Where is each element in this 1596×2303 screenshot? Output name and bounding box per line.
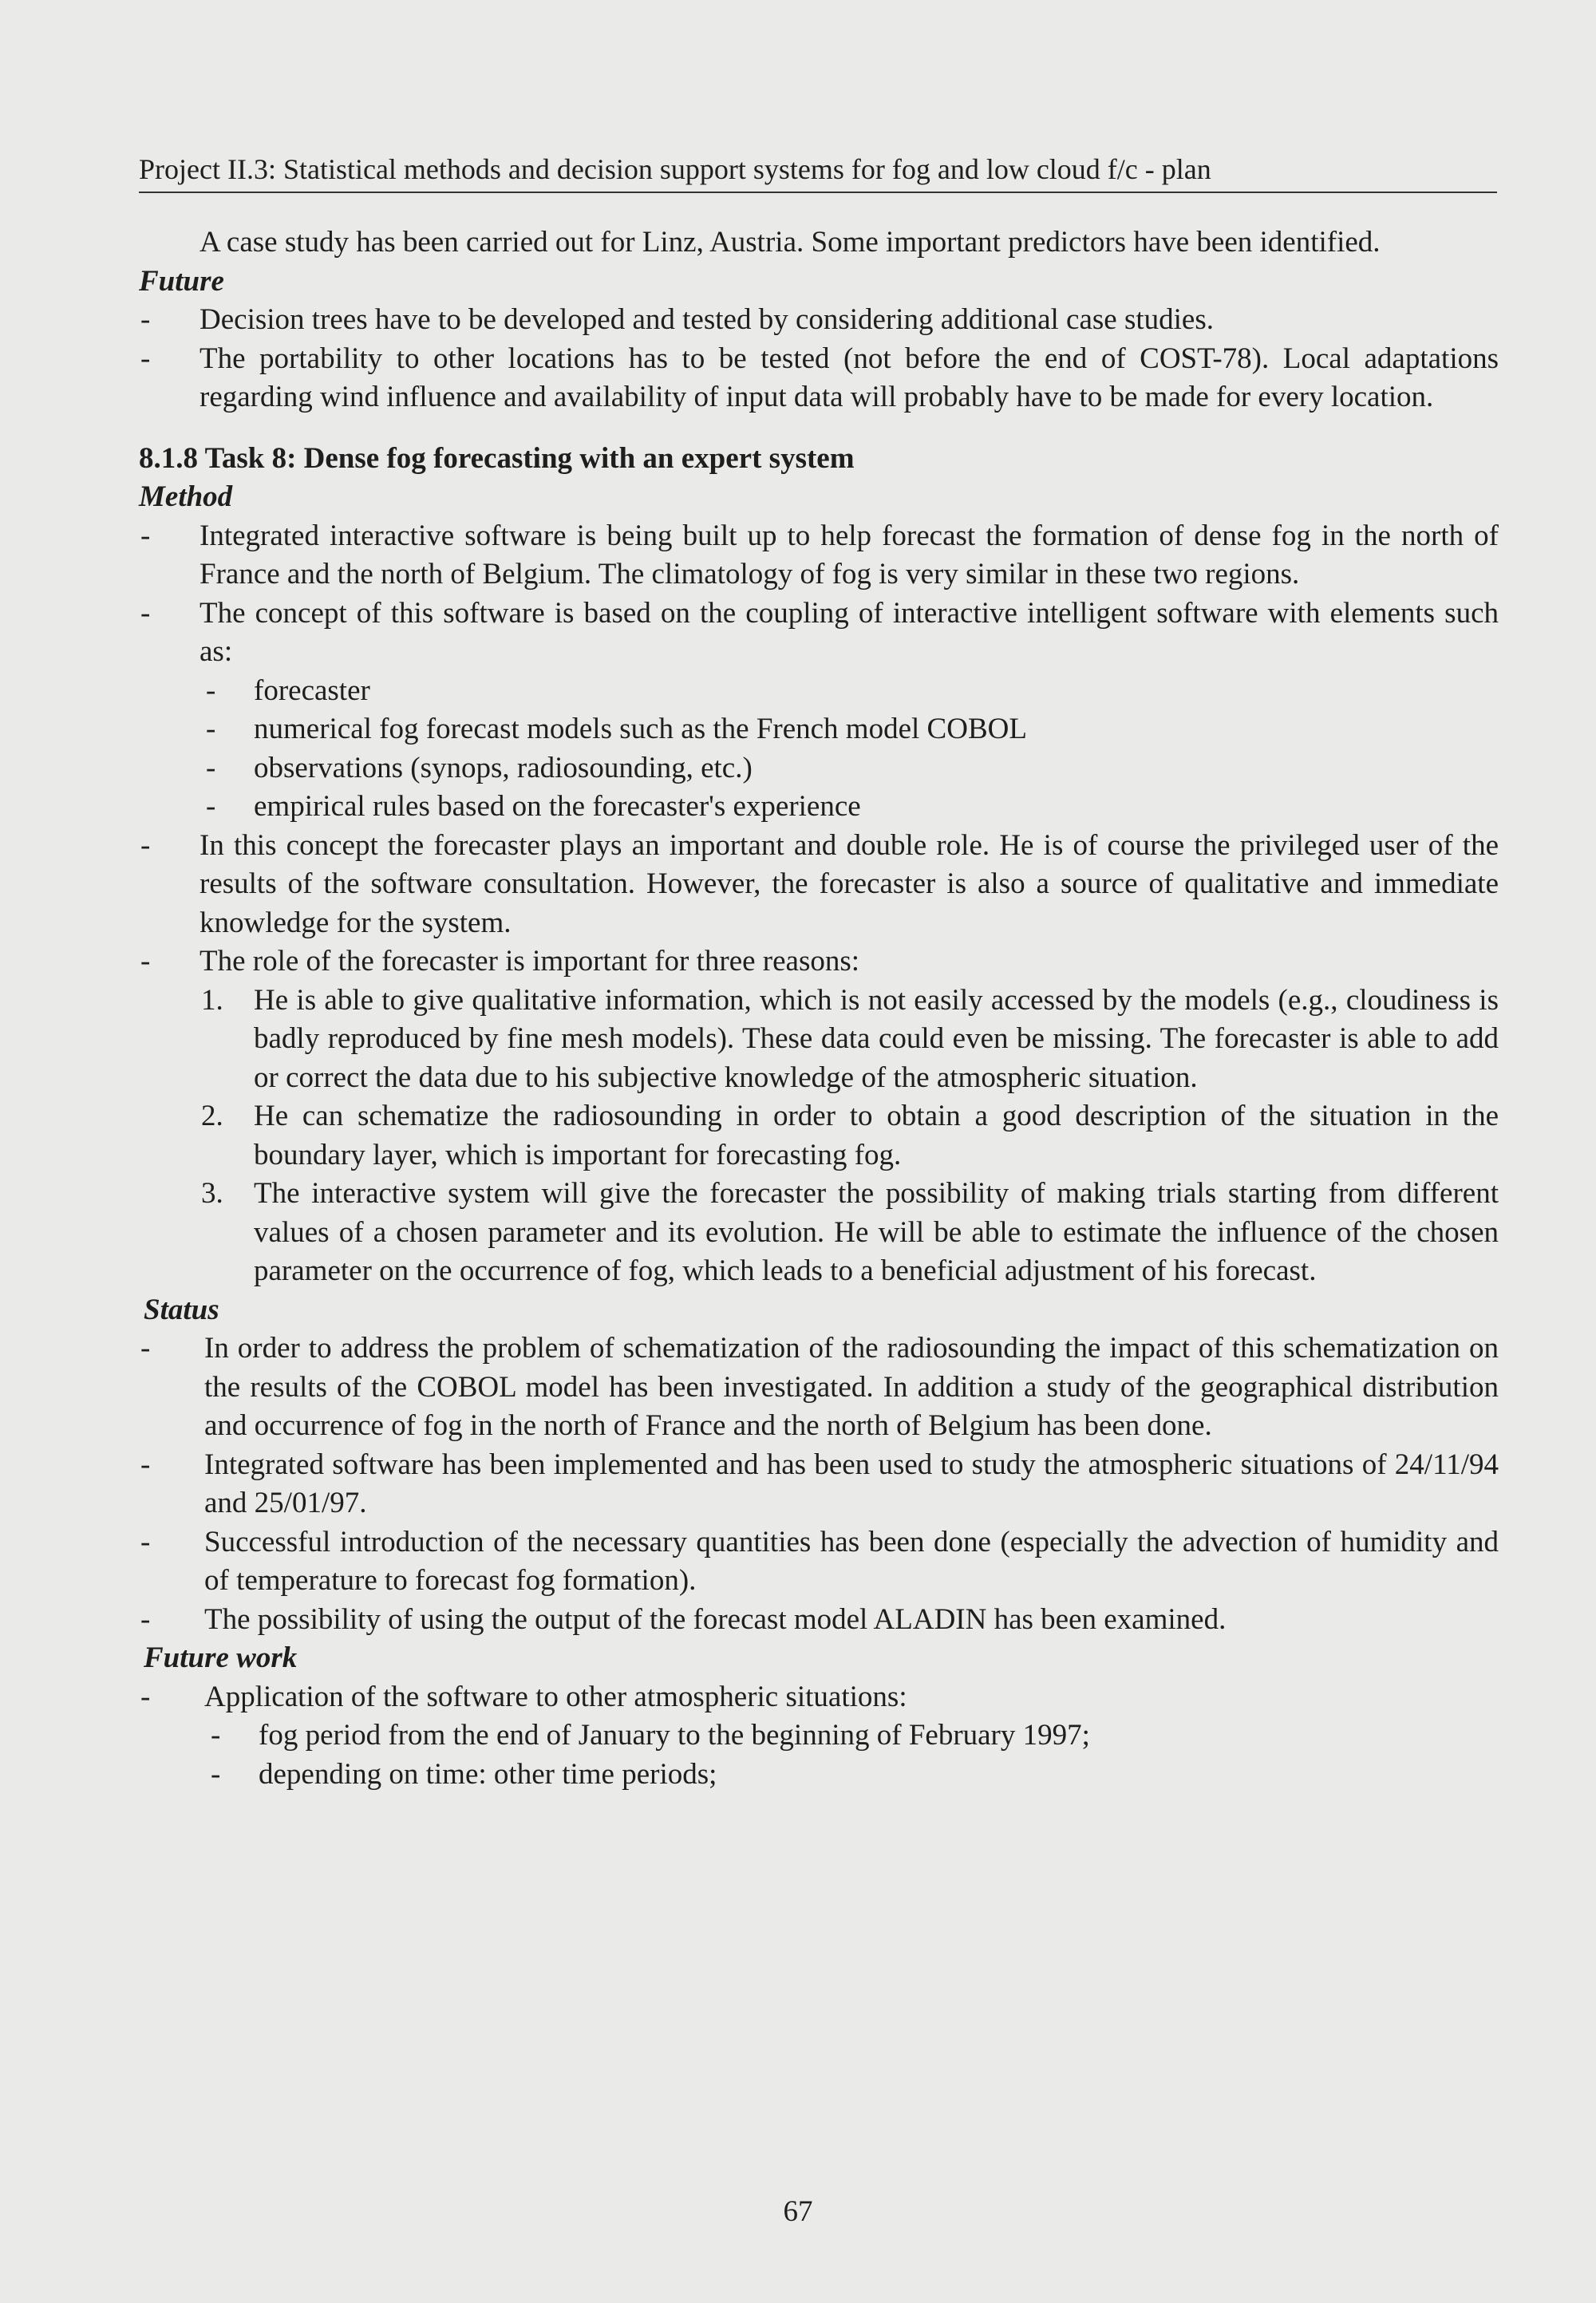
status-list bbox=[139, 1329, 1499, 1639]
page-number: 67 bbox=[783, 2195, 813, 2228]
intro-paragraph: A case study has been carried out for Linz, Austria. Some important predictors have been identified. bbox=[200, 226, 1381, 259]
method-list-continued bbox=[139, 827, 1499, 982]
future-list bbox=[139, 301, 1499, 417]
list-item: - Successful introduction of the necessary quantities has been done (especially the advection of humidity and of temperature to forecast fog formation). bbox=[139, 1523, 1499, 1601]
list-item: - In this concept the forecaster plays an important and double role. He is of course the privileged user of the results of the software consultation. However, the forecaster is also a source of qualitative and immediate knowledge for the system. bbox=[139, 827, 1499, 943]
list-item: - Application of the software to other atmospheric situations: bbox=[139, 1678, 1499, 1717]
sub-list-item: - observations (synops, radiosounding, etc.) bbox=[139, 749, 1499, 788]
sub-list-item: - fog period from the end of January to the beginning of February 1997; bbox=[139, 1716, 1499, 1756]
list-item: - In order to address the problem of schematization of the radiosounding the impact of this schematization on the results of the COBOL model has been investigated. In addition a study of the geographical distribution and occurrence of fog in the north of France and the north of Belgium has been done. bbox=[139, 1329, 1499, 1446]
numbered-item bbox=[139, 1097, 1499, 1175]
list-item: - The portability to other locations has to be tested (not before the end of COST-78). Local adaptations regarding wind influence and availability of input data will probably have to be made for every location. bbox=[139, 340, 1499, 417]
task-title: 8.1.8 Task 8: Dense fog forecasting with an expert system bbox=[139, 441, 855, 475]
item-number: 2. bbox=[201, 1100, 223, 1132]
list-item: - The possibility of using the output of the forecast model ALADIN has been examined. bbox=[139, 1601, 1499, 1640]
running-header: Project II.3: Statistical methods and decision support systems for fog and low cloud f/c - plan bbox=[139, 152, 1497, 193]
list-item: - The role of the forecaster is important for three reasons: bbox=[139, 942, 1499, 982]
future-heading: Future bbox=[139, 264, 224, 298]
method-list bbox=[139, 517, 1499, 672]
list-item: - Decision trees have to be developed and tested by considering additional case studies. bbox=[139, 301, 1499, 340]
list-item: - Integrated software has been implemented and has been used to study the atmospheric situations of 24/11/94 and 25/01/97. bbox=[139, 1446, 1499, 1523]
sub-list-item: - forecaster bbox=[139, 672, 1499, 711]
sub-list-item: - numerical fog forecast models such as the French model COBOL bbox=[139, 710, 1499, 749]
sub-list-item: - depending on time: other time periods; bbox=[139, 1756, 1499, 1795]
list-item bbox=[139, 595, 1499, 672]
item-text: The interactive system will give the forecaster the possibility of making trials starting from different values of a chosen parameter and its evolution. He will be able to estimate the influence of the chosen parameter on the occurrence of fog, which leads to a beneficial adjustment of his forecast. bbox=[254, 1177, 1499, 1287]
numbered-item bbox=[139, 982, 1499, 1098]
sub-list-item: - empirical rules based on the forecaster's experience bbox=[139, 788, 1499, 827]
item-text: He can schematize the radiosounding in order to obtain a good description of the situation in the boundary layer, which is important for forecasting fog. bbox=[254, 1100, 1499, 1171]
item-text: He is able to give qualitative information, which is not easily accessed by the models (e.g., cloudiness is badly reproduced by fine mesh models). These data could even be missing. The forecaster is able to add or correct the data due to his subjective knowledge of the atmospheric situation. bbox=[254, 983, 1499, 1094]
status-heading: Status bbox=[144, 1293, 219, 1326]
list-item: - Integrated interactive software is being built up to help forecast the formation of dense fog in the north of France and the north of Belgium. The climatology of fog is very similar in these two regions. bbox=[139, 517, 1499, 595]
reasons-list bbox=[139, 982, 1499, 1291]
elements-list bbox=[139, 672, 1499, 827]
numbered-item bbox=[139, 1175, 1499, 1291]
item-number: 3. bbox=[201, 1177, 223, 1210]
future-work-heading: Future work bbox=[144, 1641, 298, 1674]
page-body bbox=[139, 223, 1499, 1794]
item-number: 1. bbox=[201, 983, 223, 1017]
list-item-text: The concept of this software is based on the coupling of interactive intelligent software with elements such as: bbox=[200, 596, 1499, 668]
future-work-sublist bbox=[139, 1716, 1499, 1794]
method-heading: Method bbox=[139, 480, 233, 513]
future-work-list bbox=[139, 1678, 1499, 1717]
